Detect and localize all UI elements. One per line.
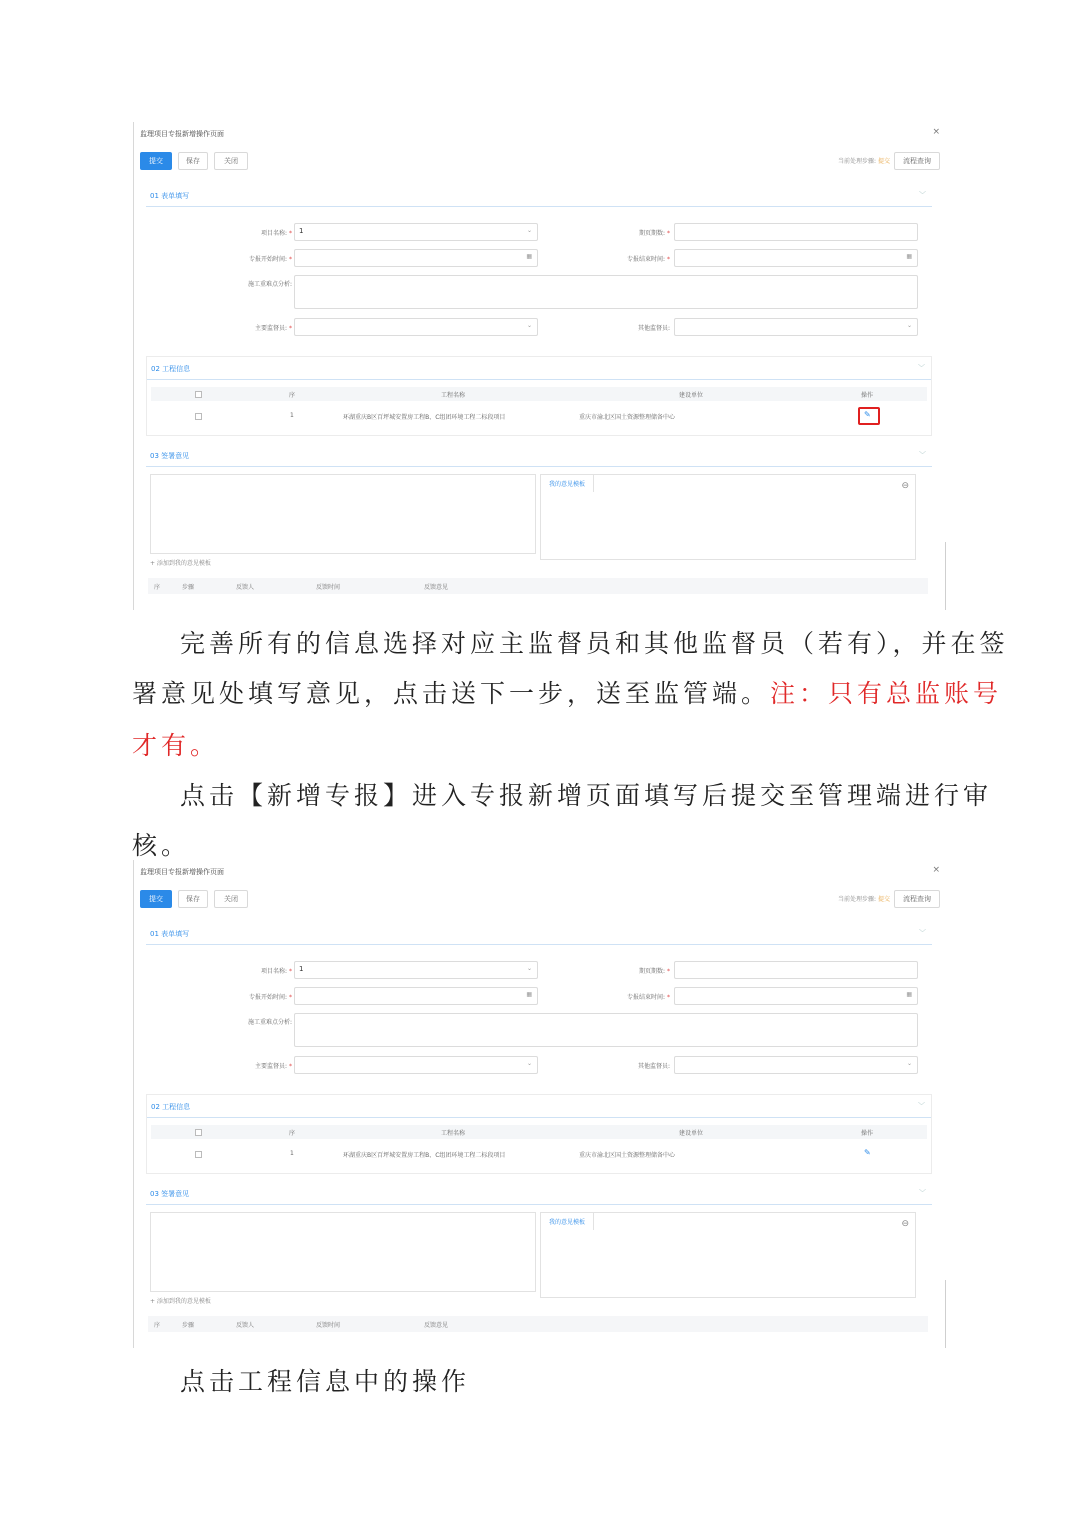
section-title: 01 表单填写	[150, 930, 190, 938]
chevron-down-icon[interactable]: ﹀	[919, 451, 926, 459]
chevron-down-icon: ⌄	[526, 1060, 532, 1067]
chief-supervisor-label	[182, 1061, 292, 1070]
chevron-down-icon: ⌄	[526, 965, 532, 972]
section-title: 02 工程信息	[151, 365, 191, 373]
project-name-cell: 环湖重庆B区百坪城安置房工程B、C组团环境工程二标段项目	[343, 1152, 506, 1159]
calendar-icon: ▦	[906, 253, 912, 260]
chief-supervisor-label	[182, 323, 292, 332]
label-text: 施工重难点分析:	[247, 1019, 292, 1026]
end-time-input[interactable]	[674, 987, 918, 1005]
add-to-template-link[interactable]: + 添加到我的意见模板	[150, 1298, 211, 1305]
required-mark: *	[667, 968, 670, 975]
form-section-header[interactable]	[146, 922, 932, 945]
feedback-table-header	[148, 578, 928, 594]
other-supervisor-select[interactable]	[674, 1056, 918, 1074]
table-header	[151, 1125, 927, 1139]
column-header: 序	[154, 584, 161, 591]
flow-query-button[interactable]: 流程查询	[894, 152, 940, 170]
current-step	[838, 156, 890, 165]
column-header: 序	[289, 392, 296, 399]
my-template-tab[interactable]: 我的意见模板	[541, 1213, 594, 1230]
label-text: 其他监督员:	[637, 325, 670, 332]
column-header: 反馈意见	[424, 584, 449, 591]
start-time-label	[182, 992, 292, 1001]
highlight-box	[858, 407, 880, 425]
required-mark: *	[289, 994, 292, 1001]
required-mark: *	[667, 256, 670, 263]
period-input[interactable]	[674, 223, 918, 241]
chevron-down-icon[interactable]: ﹀	[919, 929, 926, 937]
paragraph-2-line-1: 点击【新增专报】进入专报新增页面填写后提交至管理端进行审	[180, 781, 993, 810]
label-text: 专报结束时间:	[627, 994, 666, 1001]
label-text: 专报开始时间:	[249, 994, 288, 1001]
paragraph-3: 点击工程信息中的操作	[180, 1367, 471, 1396]
chevron-down-icon: ⌄	[526, 322, 532, 329]
flow-query-button[interactable]: 流程查询	[894, 890, 940, 908]
step-value: 提交	[877, 158, 890, 165]
chevron-down-icon[interactable]: ﹀	[918, 1102, 925, 1110]
save-button[interactable]: 保存	[178, 152, 208, 170]
column-header: 反馈人	[236, 1322, 255, 1329]
other-supervisor-label	[560, 323, 670, 332]
section-title: 01 表单填写	[150, 192, 190, 200]
opinion-template-panel	[540, 474, 916, 560]
screenshot-top	[133, 122, 946, 610]
column-header: 反馈意见	[424, 1322, 449, 1329]
window-title: 监理项目专报新增操作页面	[140, 868, 224, 876]
column-header: 操作	[861, 1130, 874, 1137]
note-red: 才有。	[132, 731, 220, 760]
label-text: 其他监督员:	[637, 1063, 670, 1070]
project-name-select[interactable]	[294, 961, 538, 979]
paragraph-2-line-2: 核。	[132, 831, 191, 860]
row-number: 1	[290, 1150, 294, 1157]
table-header	[151, 387, 927, 401]
section-title: 03 签署意见	[150, 1190, 190, 1198]
step-prefix: 当前处理步骤:	[838, 158, 877, 165]
label-text: 主要监督员:	[255, 1063, 288, 1070]
opinion-template-panel	[540, 1212, 916, 1298]
opinion-header[interactable]	[146, 444, 932, 467]
chevron-down-icon[interactable]: ﹀	[919, 191, 926, 199]
feedback-table-header	[148, 1316, 928, 1332]
end-time-label	[560, 254, 670, 263]
chevron-down-icon: ⌄	[906, 322, 912, 329]
project-name-value: 1	[299, 227, 304, 235]
project-name-label	[182, 228, 292, 237]
label-text: 项目名称:	[261, 968, 288, 975]
calendar-icon: ▦	[906, 991, 912, 998]
column-header: 步骤	[182, 584, 195, 591]
period-label	[560, 966, 670, 975]
period-input[interactable]	[674, 961, 918, 979]
close-icon[interactable]: ×	[932, 127, 940, 137]
start-time-input[interactable]	[294, 249, 538, 267]
column-header: 步骤	[182, 1322, 195, 1329]
calendar-icon: ▦	[526, 991, 532, 998]
column-header: 序	[154, 1322, 161, 1329]
chief-supervisor-select[interactable]	[294, 1056, 538, 1074]
column-header: 建设单位	[679, 1130, 704, 1137]
required-mark: *	[289, 256, 292, 263]
paragraph-1-line-3	[132, 726, 219, 762]
form-section	[146, 922, 932, 1088]
opinion-header[interactable]	[146, 1182, 932, 1205]
label-text: 专报结束时间:	[627, 256, 666, 263]
submit-button[interactable]: 提交	[140, 890, 172, 908]
screenshot-bottom	[133, 860, 946, 1348]
select-all-checkbox[interactable]	[195, 1129, 202, 1136]
label-text: 期页期数:	[639, 230, 666, 237]
form-section-header[interactable]	[146, 184, 932, 207]
required-mark: *	[289, 230, 292, 237]
label-text: 主要监督员:	[255, 325, 288, 332]
other-supervisor-label	[560, 1061, 670, 1070]
close-button[interactable]: 关闭	[214, 890, 248, 908]
period-label	[560, 228, 670, 237]
project-name-select[interactable]	[294, 223, 538, 241]
my-template-tab[interactable]: 我的意见模板	[541, 475, 594, 492]
project-info-header[interactable]	[147, 357, 931, 380]
project-info-section	[146, 1094, 932, 1174]
step-prefix: 当前处理步骤:	[838, 896, 877, 903]
project-info-header[interactable]	[147, 1095, 931, 1118]
construction-unit-cell: 重庆市渝北区国土资源整理储备中心	[579, 1152, 676, 1159]
project-name-value: 1	[299, 965, 304, 973]
close-icon[interactable]: ×	[932, 865, 940, 875]
calendar-icon: ▦	[526, 253, 532, 260]
form-section	[146, 184, 932, 350]
opinion-textarea[interactable]	[150, 1212, 536, 1292]
required-mark: *	[667, 994, 670, 1001]
column-header: 反馈时间	[316, 584, 341, 591]
column-header: 序	[289, 1130, 296, 1137]
step-value: 提交	[877, 896, 890, 903]
note-red: 注：只有总监账号	[770, 679, 1003, 708]
paragraph-1-line-2	[132, 674, 1002, 710]
project-info-section	[146, 356, 932, 436]
analysis-textarea[interactable]	[294, 1013, 918, 1047]
other-supervisor-select[interactable]	[674, 318, 918, 336]
minus-circle-icon[interactable]: ⊖	[901, 1219, 909, 1229]
start-time-input[interactable]	[294, 987, 538, 1005]
window-title: 监理项目专报新增操作页面	[140, 130, 224, 138]
edit-icon[interactable]: ✎	[864, 410, 871, 419]
window-edge	[945, 542, 946, 610]
chevron-down-icon: ⌄	[526, 227, 532, 234]
row-checkbox[interactable]	[195, 413, 202, 420]
required-mark: *	[289, 968, 292, 975]
chief-supervisor-select[interactable]	[294, 318, 538, 336]
column-header: 工程名称	[441, 392, 466, 399]
select-all-checkbox[interactable]	[195, 391, 202, 398]
window-edge	[945, 1280, 946, 1348]
end-time-label	[560, 992, 670, 1001]
label-text: 专报开始时间:	[249, 256, 288, 263]
analysis-label	[182, 279, 292, 288]
column-header: 反馈时间	[316, 1322, 341, 1329]
submit-button[interactable]: 提交	[140, 152, 172, 170]
close-button[interactable]: 关闭	[214, 152, 248, 170]
required-mark: *	[289, 1063, 292, 1070]
paragraph-1-line-1: 完善所有的信息选择对应主监督员和其他监督员（若有），并在签	[180, 629, 1009, 658]
project-name-label	[182, 966, 292, 975]
row-checkbox[interactable]	[195, 1151, 202, 1158]
section-title: 02 工程信息	[151, 1103, 191, 1111]
required-mark: *	[667, 230, 670, 237]
section-title: 03 签署意见	[150, 452, 190, 460]
label-text: 期页期数:	[639, 968, 666, 975]
column-header: 工程名称	[441, 1130, 466, 1137]
column-header: 操作	[861, 392, 874, 399]
row-number: 1	[290, 412, 294, 419]
edit-icon[interactable]: ✎	[864, 1148, 871, 1157]
analysis-label	[182, 1017, 292, 1026]
project-name-cell: 环湖重庆B区百坪城安置房工程B、C组团环境工程二标段项目	[343, 414, 506, 421]
start-time-label	[182, 254, 292, 263]
required-mark: *	[289, 325, 292, 332]
column-header: 反馈人	[236, 584, 255, 591]
chevron-down-icon[interactable]: ﹀	[919, 1189, 926, 1197]
save-button[interactable]: 保存	[178, 890, 208, 908]
opinion-textarea[interactable]	[150, 474, 536, 554]
chevron-down-icon: ⌄	[906, 1060, 912, 1067]
add-to-template-link[interactable]: + 添加到我的意见模板	[150, 560, 211, 567]
label-text: 项目名称:	[261, 230, 288, 237]
construction-unit-cell: 重庆市渝北区国土资源整理储备中心	[579, 414, 676, 421]
analysis-textarea[interactable]	[294, 275, 918, 309]
minus-circle-icon[interactable]: ⊖	[901, 481, 909, 491]
text-normal: 署意见处填写意见，点击送下一步，送至监管端。	[132, 679, 771, 708]
column-header: 建设单位	[679, 392, 704, 399]
chevron-down-icon[interactable]: ﹀	[918, 364, 925, 372]
label-text: 施工重难点分析:	[247, 281, 292, 288]
current-step	[838, 894, 890, 903]
end-time-input[interactable]	[674, 249, 918, 267]
